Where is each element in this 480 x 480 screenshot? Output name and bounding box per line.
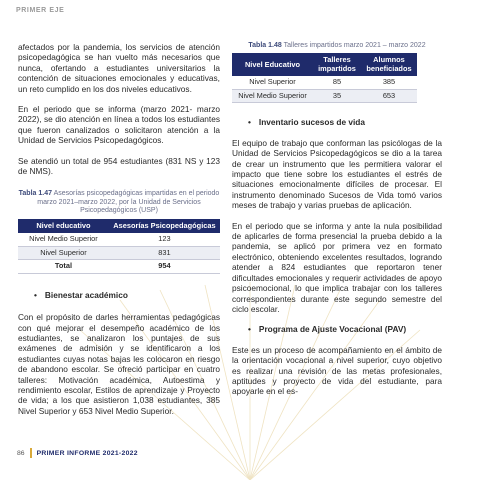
caption-text: Talleres impartidos marzo 2021 – marzo 2022 — [283, 42, 426, 49]
col-header: Talleres impartidos — [313, 53, 361, 76]
cell: Nivel Superior — [18, 246, 109, 260]
col-header: Nivel Educativo — [232, 53, 313, 76]
table-row — [232, 89, 417, 103]
paragraph-3: Se atendió un total de 954 estudiantes (831 NS y 123 de NMS). — [18, 155, 220, 177]
paragraph-7: Este es un proceso de acompañamiento en el ámbito de la orientación vocacional a nivel superior, cuyo objetivo es realizar una revisión de las metas profesionales, aptitudes y proyecto de vida del estudiante, para apoyarle en el es- — [232, 344, 442, 397]
right-column — [232, 42, 442, 407]
table-1-48-grid — [232, 53, 417, 103]
paragraph-1: afectados por la pandemia, los servicios de atención psicopedagógica se han vuelto más necesarios que nunca, ofertando a estudiantes universitarios la contención de situaciones emocionales y educativas, un reto cumplido en los dos niveles educativos. — [18, 42, 220, 94]
table-row — [18, 233, 220, 246]
cell: Nivel Superior — [232, 76, 313, 89]
cell: 123 — [109, 233, 220, 246]
page-footer — [17, 448, 138, 458]
cell: 954 — [109, 260, 220, 274]
footer-title: PRIMER INFORME 2021-2022 — [36, 449, 138, 457]
table-row — [232, 76, 417, 89]
caption-number: Tabla 1.47 — [18, 190, 52, 198]
col-header: Alumnos beneficiados — [361, 53, 417, 76]
bullet-heading: • Bienestar académico — [34, 289, 128, 300]
paragraph-5: El equipo de trabajo que conforman las psicólogas de la Unidad de Servicios Psicopedagógicos se dio a la tarea de crear un instrumento que les permitiera valorar el impacto que tiene sobre los estudiantes el estrés de situaciones emocionalmente difíciles de procesar. El instrumento denominado Sucesos de Vida tomó varios meses de trabajo y varias pruebas de aplicación. — [232, 137, 442, 211]
cell: 653 — [361, 89, 417, 103]
table-1-48-caption — [232, 42, 442, 50]
table-row — [18, 246, 220, 260]
table-1-47-grid — [18, 219, 220, 274]
cell: Nivel Medio Superior — [232, 89, 313, 103]
bullet-heading: • Inventario sucesos de vida — [248, 117, 365, 128]
cell: Total — [18, 260, 109, 274]
bullet-heading: • Programa de Ajuste Vocacional (PAV) — [248, 324, 407, 335]
cell: 85 — [313, 76, 361, 89]
table-1-48 — [232, 42, 442, 103]
caption-number: Tabla 1.48 — [248, 42, 282, 49]
table-row — [18, 260, 220, 274]
cell: 385 — [361, 76, 417, 89]
table-1-47-caption — [18, 190, 220, 215]
table-1-47 — [18, 190, 220, 273]
col-header: Nivel educativo — [18, 219, 109, 234]
cell: Nivel Medio Superior — [18, 233, 109, 246]
caption-text: Asesorías psicopedagógicas impartidas en el periodo marzo 2021–marzo 2022, por la Unidad de Servicios Psicopedagógicos (USP) — [37, 190, 220, 215]
paragraph-6: En el periodo que se informa y ante la nula posibilidad de aplicarles de forma presencial la prueba debido a la pandemia, se aplicó por primera vez en formato electrónico, obteniendo excelentes resultados, logrando atender a 824 estudiantes que reportaron tener dificultades emocionales y requerir actividades de apoyo psicoemocional, lo que implica trabajar con los talleres correspondientes durante este segundo semestre del ciclo escolar. — [232, 220, 442, 314]
page-number: 86 — [17, 449, 25, 457]
paragraph-4: Con el propósito de darles herramientas pedagógicas con qué mejorar el desempeño académico de los estudiantes, se analizaron los puntajes de sus exámenes de admisión y se identificaron a los estudiantes cuyas notas bajas les colocaron en riesgo de abandono escolar. Se ofreció participar en cuatro talleres: Motivación académica, Autoestima y rendimiento escolar, Estilos de aprendizaje y Proyecto de vida; a los que asistieron 1,038 estudiantes, 385 Nivel Superior y 653 Nivel Medio Superior. — [18, 312, 220, 416]
running-head: PRIMER EJE — [16, 7, 65, 14]
cell: 831 — [109, 246, 220, 260]
footer-divider — [30, 448, 32, 458]
col-header: Asesorías Psicopedagógicas — [109, 219, 220, 234]
cell: 35 — [313, 89, 361, 103]
paragraph-2: En el periodo que se informa (marzo 2021- marzo 2022), se dio atención en línea a todos los estudiantes que fueron canalizados o solicitaron atención a la Unidad de Servicios Psicopedagógicos. — [18, 104, 220, 146]
left-column — [18, 42, 220, 426]
